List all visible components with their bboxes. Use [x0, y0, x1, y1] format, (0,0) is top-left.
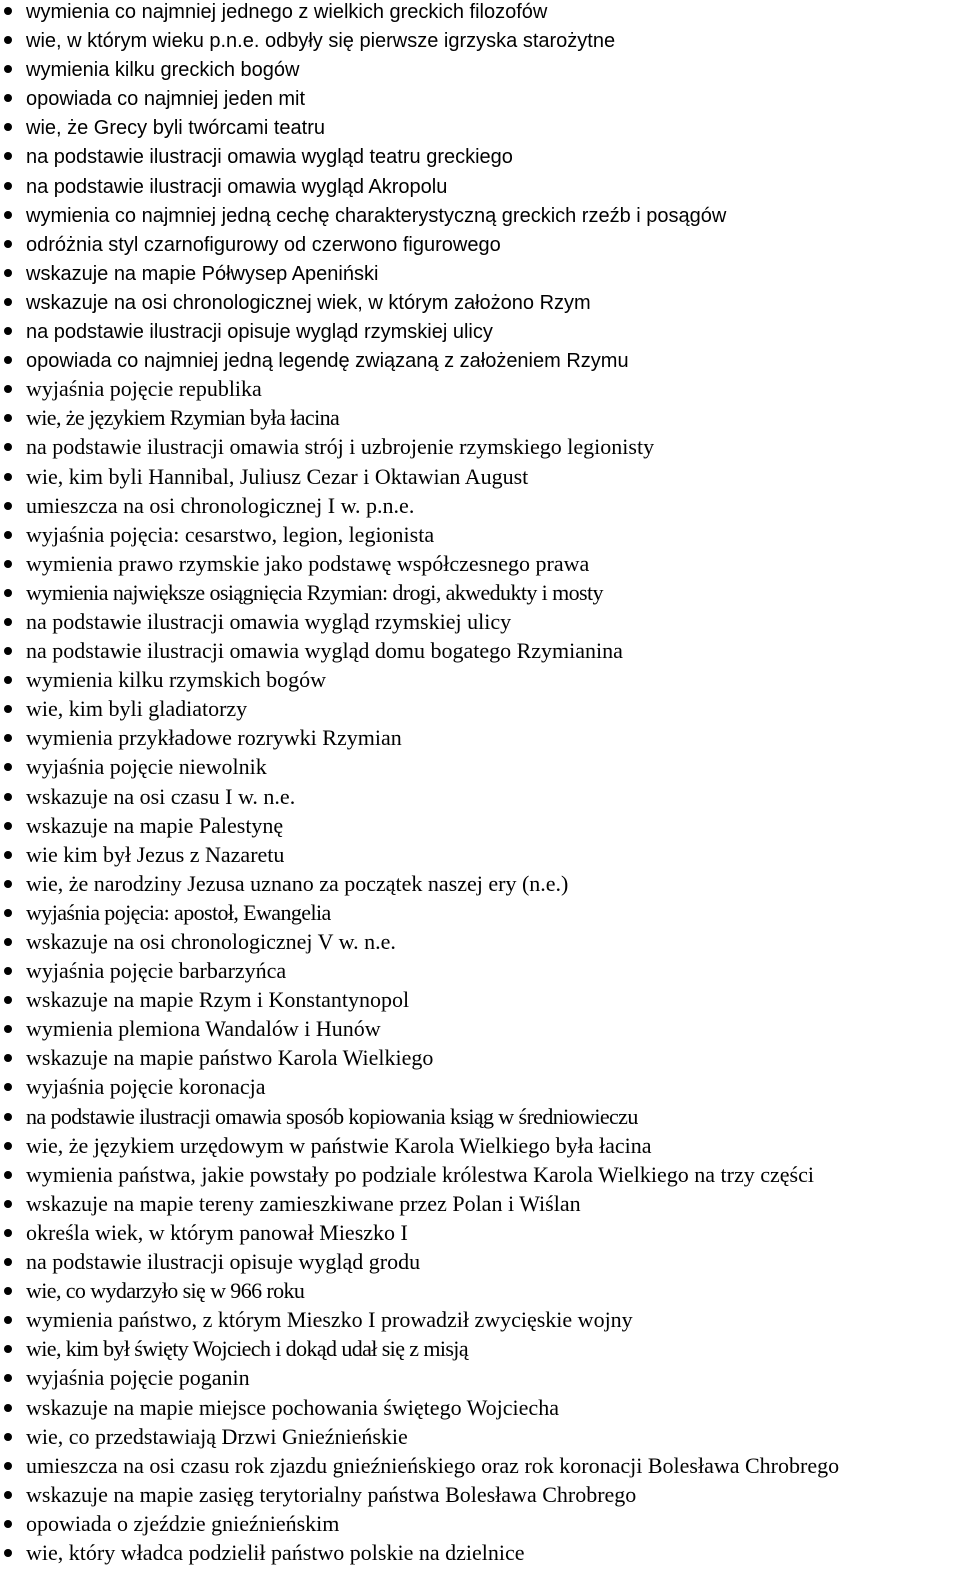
- list-item: [0, 258, 960, 287]
- list-item-text: wskazuje na mapie tereny zamieszkiwane przez Polan i Wiślan: [26, 1190, 581, 1216]
- list-item-text: wskazuje na osi czasu I w. n.e.: [26, 783, 296, 809]
- bullet-icon: [4, 443, 12, 451]
- bullet-icon: [4, 531, 12, 539]
- list-item-text: wskazuje na mapie państwo Karola Wielkiego: [26, 1045, 434, 1071]
- bullet-icon: [4, 7, 12, 15]
- bullet-icon: [4, 1374, 12, 1382]
- list-item: [0, 636, 960, 665]
- list-item-text: wyjaśnia pojęcia: apostoł, Ewangelia: [26, 899, 331, 925]
- bullet-icon: [4, 298, 12, 306]
- bullet-icon: [4, 1549, 12, 1557]
- bullet-icon: [4, 240, 12, 248]
- list-item-text: wymienia największe osiągnięcia Rzymian: drogi, akwedukty i mosty: [26, 579, 603, 605]
- bullet-icon: [4, 560, 12, 568]
- list-item: [0, 985, 960, 1014]
- list-item-text: wskazuje na mapie Rzym i Konstantynopol: [26, 987, 410, 1013]
- list-item: [0, 1218, 960, 1247]
- bullet-icon: [4, 647, 12, 655]
- bullet-icon: [4, 734, 12, 742]
- bullet-icon: [4, 589, 12, 597]
- bullet-icon: [4, 94, 12, 102]
- bullet-icon: [4, 705, 12, 713]
- list-item-text: na podstawie ilustracji omawia sposób kopiowania ksiąg w średniowieczu: [26, 1103, 638, 1129]
- list-item: [0, 141, 960, 170]
- list-item: [0, 752, 960, 781]
- bullet-icon: [4, 65, 12, 73]
- list-item: [0, 1131, 960, 1160]
- bullet-icon: [4, 1083, 12, 1091]
- list-item-text: wyjaśnia pojęcie koronacja: [26, 1074, 266, 1100]
- list-item-text: wie, kim był święty Wojciech i dokąd udał się z misją: [26, 1336, 468, 1362]
- bullet-icon: [4, 851, 12, 859]
- list-item: [0, 956, 960, 985]
- list-item-text: wie, że językiem Rzymian była łacina: [26, 405, 340, 431]
- list-item: [0, 1393, 960, 1422]
- bullet-icon: [4, 385, 12, 393]
- list-item: [0, 1014, 960, 1043]
- list-item-text: umieszcza na osi czasu rok zjazdu gnieźnieńskiego oraz rok koronacji Bolesława Chrobrego: [26, 1452, 840, 1478]
- bullet-icon: [4, 938, 12, 946]
- list-item-text: wymienia co najmniej jednego z wielkich greckich filozofów: [26, 1, 548, 23]
- list-item-text: wskazuje na osi chronologicznej wiek, w którym założono Rzym: [26, 291, 591, 314]
- bullet-icon: [4, 1025, 12, 1033]
- list-item-text: wie, co wydarzyło się w 966 roku: [26, 1278, 305, 1304]
- list-item: [0, 1538, 960, 1567]
- bullet-icon: [4, 880, 12, 888]
- bullet-icon: [4, 1229, 12, 1237]
- bullet-icon: [4, 1142, 12, 1150]
- list-item: [0, 287, 960, 316]
- list-item-text: wyjaśnia pojęcie niewolnik: [26, 754, 267, 780]
- list-item-text: wymienia kilku greckich bogów: [26, 59, 300, 82]
- bullet-icon: [4, 763, 12, 771]
- list-item: [0, 1247, 960, 1276]
- list-item-text: wymienia państwo, z którym Mieszko I prowadził zwycięskie wojny: [26, 1307, 633, 1333]
- list-item-text: wymienia przykładowe rozrywki Rzymian: [26, 725, 402, 751]
- list-item: [0, 200, 960, 229]
- list-item-text: opowiada co najmniej jeden mit: [26, 88, 306, 111]
- bullet-icon: [4, 1258, 12, 1266]
- list-item: [0, 578, 960, 607]
- list-item: [0, 927, 960, 956]
- list-item-text: opowiada o zjeździe gnieźnieńskim: [26, 1510, 340, 1536]
- list-item-text: wie, kim byli Hannibal, Juliusz Cezar i Oktawian August: [26, 463, 529, 489]
- list-item: [0, 665, 960, 694]
- list-item-text: opowiada co najmniej jedną legendę związaną z założeniem Rzymu: [26, 350, 629, 373]
- bullet-icon: [4, 822, 12, 830]
- list-item-text: wyjaśnia pojęcie poganin: [26, 1365, 250, 1391]
- list-item-text: wymienia plemiona Wandalów i Hunów: [26, 1016, 381, 1042]
- list-item: [0, 520, 960, 549]
- bullet-icon: [4, 269, 12, 277]
- list-item-text: wymienia prawo rzymskie jako podstawę współczesnego prawa: [26, 550, 590, 576]
- bullet-icon: [4, 1316, 12, 1324]
- list-item: [0, 1451, 960, 1480]
- list-item-text: na podstawie ilustracji omawia strój i uzbrojenie rzymskiego legionisty: [26, 434, 655, 460]
- list-item: [0, 345, 960, 374]
- list-item: [0, 840, 960, 869]
- bullet-icon: [4, 182, 12, 190]
- bullet-icon: [4, 793, 12, 801]
- list-item-text: wyjaśnia pojęcia: cesarstwo, legion, legionista: [26, 521, 435, 547]
- list-item: [0, 1102, 960, 1131]
- bullet-icon: [4, 327, 12, 335]
- list-item-text: wie, że narodziny Jezusa uznano za początek naszej ery (n.e.): [26, 870, 569, 896]
- list-item: [0, 1043, 960, 1072]
- bullet-icon: [4, 676, 12, 684]
- list-item-text: wyjaśnia pojęcie barbarzyńca: [26, 958, 287, 984]
- list-item: [0, 403, 960, 432]
- list-item-text: wskazuje na mapie Półwysep Apeniński: [26, 262, 379, 285]
- list-item: [0, 54, 960, 83]
- bullet-icon: [4, 414, 12, 422]
- list-item: [0, 694, 960, 723]
- list-item: [0, 229, 960, 258]
- bullet-icon: [4, 1171, 12, 1179]
- bullet-icon: [4, 1462, 12, 1470]
- bullet-icon: [4, 1491, 12, 1499]
- list-item: [0, 83, 960, 112]
- list-item-text: wymienia kilku rzymskich bogów: [26, 667, 327, 693]
- bullet-icon: [4, 1520, 12, 1528]
- list-item: [0, 782, 960, 811]
- list-item: [0, 25, 960, 54]
- bullet-icon: [4, 502, 12, 510]
- list-item-text: wskazuje na osi chronologicznej V w. n.e.: [26, 929, 396, 954]
- list-item-text: wskazuje na mapie miejsce pochowania świętego Wojciecha: [26, 1394, 559, 1420]
- list-item-text: na podstawie ilustracji opisuje wygląd grodu: [26, 1249, 421, 1275]
- list-item: [0, 1160, 960, 1189]
- list-item: [0, 1422, 960, 1451]
- list-item: [0, 607, 960, 636]
- list-item-text: umieszcza na osi chronologicznej I w. p.n.e.: [26, 492, 415, 518]
- list-item-text: wskazuje na mapie Palestynę: [26, 812, 284, 838]
- bullet-icon: [4, 152, 12, 160]
- list-item: [0, 549, 960, 578]
- list-item-text: wyjaśnia pojęcie republika: [26, 376, 262, 402]
- bullet-icon: [4, 996, 12, 1004]
- list-item-text: odróżnia styl czarnofigurowy od czerwono figurowego: [26, 233, 501, 256]
- list-item: [0, 869, 960, 898]
- list-item-text: na podstawie ilustracji opisuje wygląd rzymskiej ulicy: [26, 321, 493, 344]
- list-item: [0, 374, 960, 403]
- list-item-text: wie, w którym wieku p.n.e. odbyły się pierwsze igrzyska starożytne: [26, 30, 616, 53]
- bullet-icon: [4, 211, 12, 219]
- bullet-icon: [4, 1404, 12, 1412]
- list-item: [0, 316, 960, 345]
- list-item: [0, 898, 960, 927]
- list-item-text: wie, że Grecy byli twórcami teatru: [26, 117, 325, 140]
- list-item-text: wie, kim byli gladiatorzy: [26, 696, 248, 722]
- list-item: [0, 1189, 960, 1218]
- list-item: [0, 1334, 960, 1363]
- bullet-icon: [4, 356, 12, 364]
- list-item: [0, 1480, 960, 1509]
- list-item: [0, 491, 960, 520]
- list-item-text: wie, co przedstawiają Drzwi Gnieźnieńskie: [26, 1423, 408, 1449]
- bullet-icon: [4, 1287, 12, 1295]
- list-item: [0, 1305, 960, 1334]
- bullet-icon: [4, 123, 12, 131]
- list-item: [0, 1509, 960, 1538]
- bullet-icon: [4, 36, 12, 44]
- bullet-icon: [4, 618, 12, 626]
- list-item: [0, 723, 960, 752]
- list-item-text: na podstawie ilustracji omawia wygląd Akropolu: [26, 175, 448, 198]
- list-item-text: wie kim był Jezus z Nazaretu: [26, 841, 285, 867]
- list-item: [0, 0, 960, 25]
- list-item: [0, 1072, 960, 1101]
- list-item-text: na podstawie ilustracji omawia wygląd domu bogatego Rzymianina: [26, 638, 623, 664]
- bullet-icon: [4, 1345, 12, 1353]
- list-item: [0, 1363, 960, 1392]
- list-item: [0, 432, 960, 461]
- bullet-icon: [4, 1054, 12, 1062]
- list-item: [0, 112, 960, 141]
- list-item-text: wie, który władca podzielił państwo polskie na dzielnice: [26, 1539, 525, 1565]
- list-item-text: na podstawie ilustracji omawia wygląd teatru greckiego: [26, 146, 513, 169]
- list-item: [0, 171, 960, 200]
- list-item-text: wymienia państwa, jakie powstały po podziale królestwa Karola Wielkiego na trzy części: [26, 1161, 814, 1187]
- list-item-text: wie, że językiem urzędowym w państwie Karola Wielkiego była łacina: [26, 1132, 652, 1158]
- list-item-text: wskazuje na mapie zasięg terytorialny państwa Bolesława Chrobrego: [26, 1481, 637, 1507]
- list-item-text: na podstawie ilustracji omawia wygląd rzymskiej ulicy: [26, 608, 512, 634]
- bullet-icon: [4, 967, 12, 975]
- list-item: [0, 462, 960, 491]
- bullet-icon: [4, 1433, 12, 1441]
- bullet-icon: [4, 909, 12, 917]
- list-item: [0, 811, 960, 840]
- list-item: [0, 1276, 960, 1305]
- bullet-icon: [4, 1113, 12, 1121]
- list-item-text: wymienia co najmniej jedną cechę charakterystyczną greckich rzeźb i posągów: [26, 204, 727, 227]
- bullet-icon: [4, 473, 12, 481]
- bullet-icon: [4, 1200, 12, 1208]
- list-item-text: określa wiek, w którym panował Mieszko I: [26, 1219, 408, 1245]
